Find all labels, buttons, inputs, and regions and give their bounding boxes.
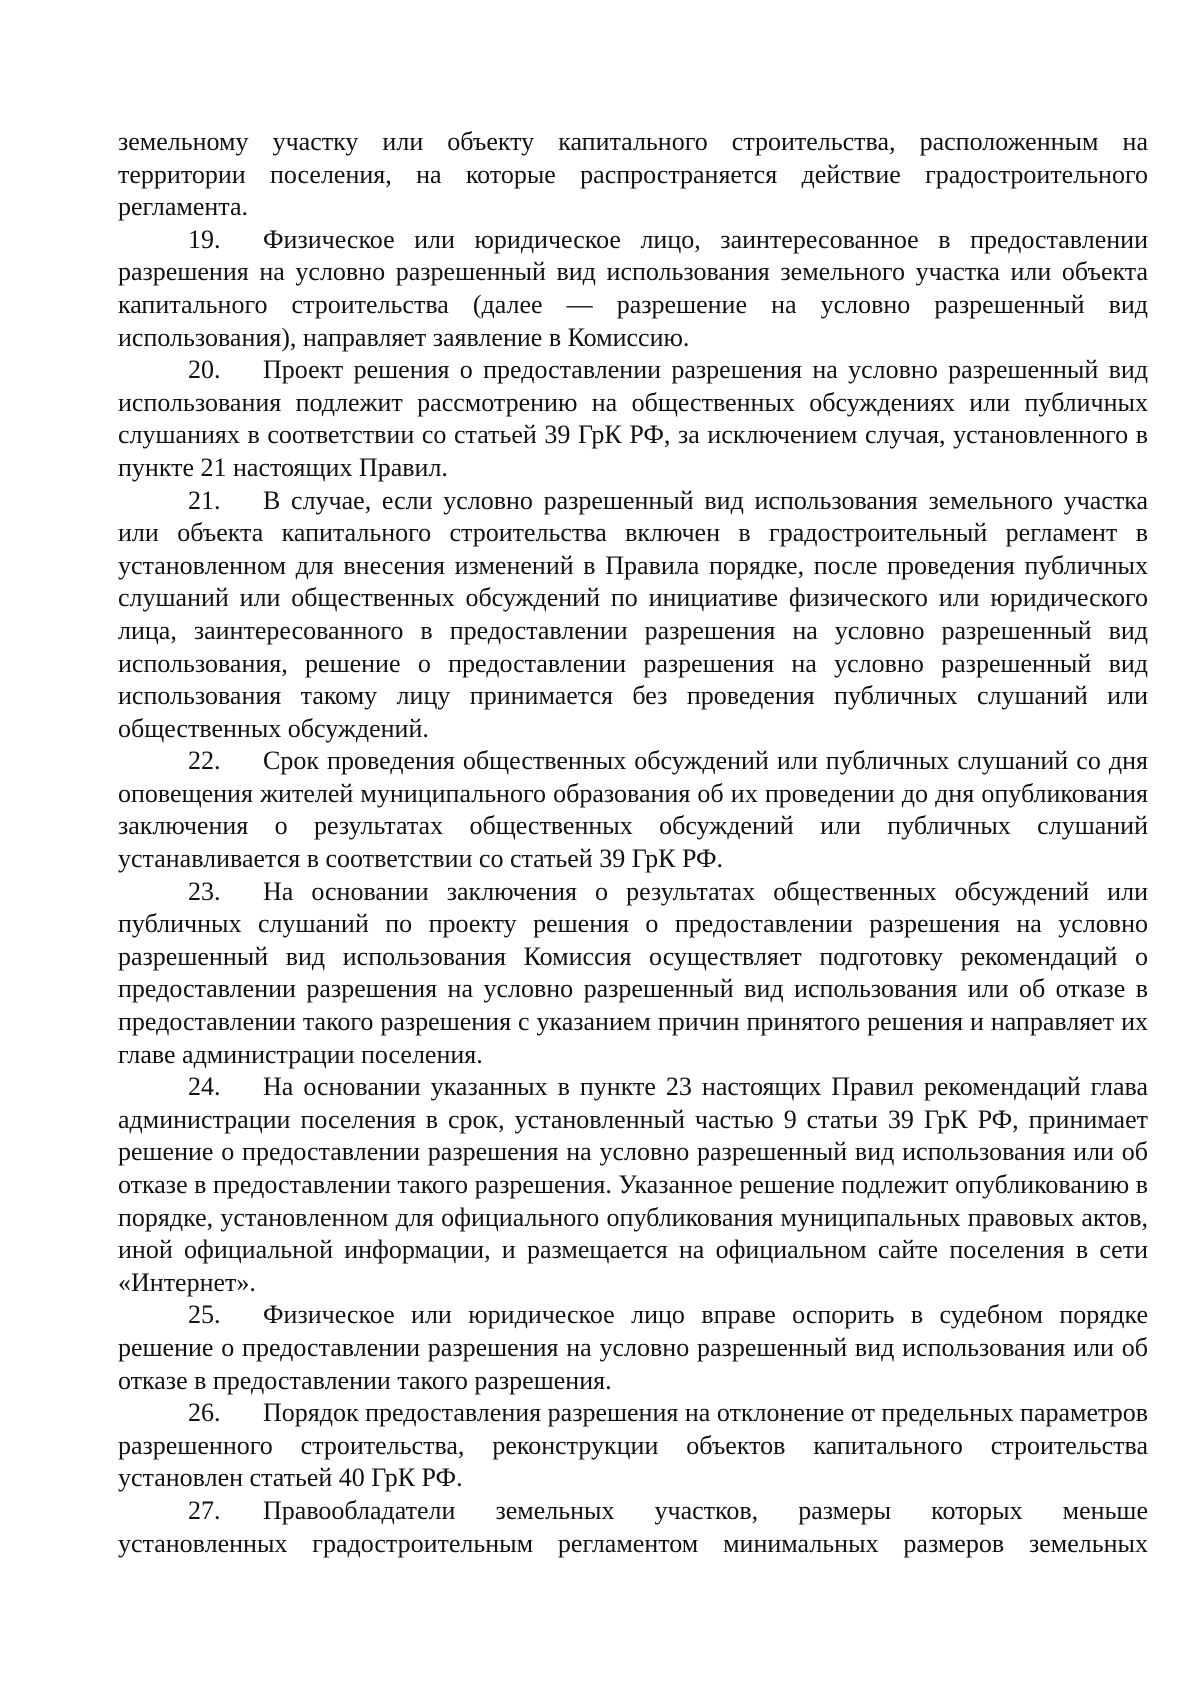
list-item-22	[118, 745, 1148, 875]
item-number: 26.	[188, 1398, 221, 1428]
item-number: 23.	[188, 876, 221, 906]
list-item-21	[118, 485, 1148, 746]
item-number: 25.	[188, 1300, 221, 1330]
list-item-25	[118, 1299, 1148, 1397]
item-text: На основании заключения о результатах общественных обсуждений или публичных слушаний по проекту решения о предоставлении разрешения на условно разрешенный вид использования Комиссия осуществляет подготовку рекомендаций о предоставлении разрешения на условно разрешенный вид использования или об отказе в предоставлении такого разрешения с указанием причин принятого решения и направляет их главе администрации поселения.	[118, 876, 1148, 1069]
item-number: 27.	[188, 1495, 221, 1525]
list-item-24	[118, 1071, 1148, 1299]
item-number: 19.	[188, 224, 221, 254]
item-text: Правообладатели земельных участков, размеры которых меньше установленных градостроительным регламентом минимальных размеров земельных	[118, 1495, 1148, 1558]
item-text: Порядок предоставления разрешения на отклонение от предельных параметров разрешенного строительства, реконструкции объектов капитального строительства установлен статьей 40 ГрК РФ.	[118, 1398, 1148, 1493]
list-item-19	[118, 224, 1148, 354]
list-item-20	[118, 354, 1148, 484]
item-number: 24.	[188, 1072, 221, 1102]
item-number: 22.	[188, 746, 221, 776]
list-item-23	[118, 876, 1148, 1072]
intro-paragraph: земельному участку или объекту капитального строительства, расположенным на территории поселения, на которые распространяется действие градостроительного регламента.	[118, 127, 1148, 222]
item-number: 20.	[188, 355, 221, 385]
item-number: 21.	[188, 485, 221, 515]
item-text: Срок проведения общественных обсуждений или публичных слушаний со дня оповещения жителей муниципального образования об их проведении до дня опубликования заключения о результатах общественных обсуждений или публичных слушаний устанавливается в соответствии со статьей 39 ГрК РФ.	[118, 746, 1148, 874]
item-text: На основании указанных в пункте 23 настоящих Правил рекомендаций глава администрации поселения в срок, установленный частью 9 статьи 39 ГрК РФ, принимает решение о предоставлении разрешения на условно разрешенный вид использования или об отказе в предоставлении такого разрешения. Указанное решение подлежит опубликованию в порядке, установленном для официального опубликования муниципальных правовых актов, иной официальной информации, и размещается на официальном сайте поселения в сети «Интернет».	[118, 1072, 1148, 1297]
list-item-26	[118, 1397, 1148, 1495]
list-item-27	[118, 1495, 1148, 1560]
item-text: Проект решения о предоставлении разрешения на условно разрешенный вид использования подлежит рассмотрению на общественных обсуждениях или публичных слушаниях в соответствии со статьей 39 ГрК РФ, за исключением случая, установленного в пункте 21 настоящих Правил.	[118, 355, 1148, 482]
item-text: Физическое или юридическое лицо, заинтересованное в предоставлении разрешения на условно разрешенный вид использования земельного участка или объекта капитального строительства (далее — разрешение на условно разрешенный вид использования), направляет заявление в Комиссию.	[118, 224, 1148, 352]
document-page	[118, 126, 1148, 1560]
item-text: В случае, если условно разрешенный вид использования земельного участка или объекта капитального строительства включен в градостроительный регламент в установленном для внесения изменений в Правила порядке, после проведения публичных слушаний или общественных обсуждений по инициативе физического или юридического лица, заинтересованного в предоставлении разрешения на условно разрешенный вид использования, решение о предоставлении разрешения на условно разрешенный вид использования такому лицу принимается без проведения публичных слушаний или общественных обсуждений.	[118, 485, 1148, 743]
item-text: Физическое или юридическое лицо вправе оспорить в судебном порядке решение о предоставлении разрешения на условно разрешенный вид использования или об отказе в предоставлении такого разрешения.	[118, 1300, 1148, 1395]
